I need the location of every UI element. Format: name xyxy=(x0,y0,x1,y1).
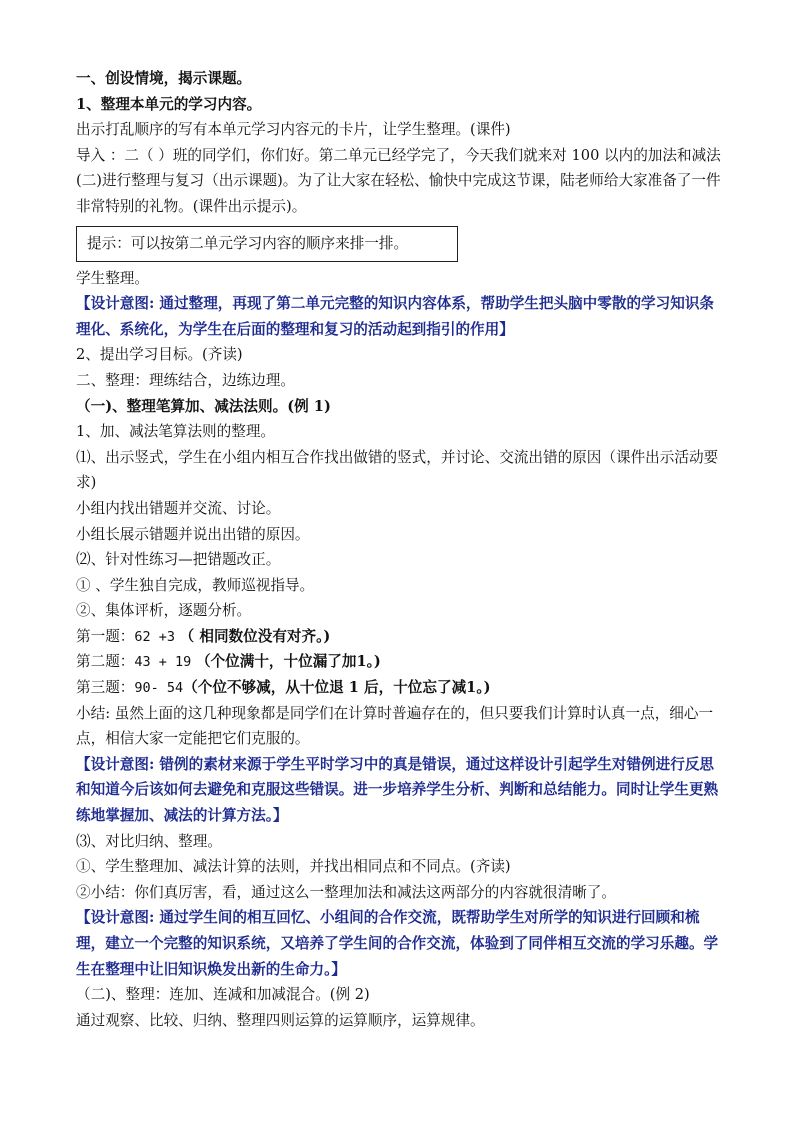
exercise-label: 第二题： xyxy=(76,653,135,671)
exercise-expression: 43 + 19 xyxy=(134,654,192,671)
paragraph: ⑴、出示竖式，学生在小组内相互合作找出做错的竖式，并讨论、交流出错的原因（课件出示活动要求) xyxy=(76,448,719,492)
paragraph: 学生整理。 xyxy=(76,269,149,287)
section-heading-2: 二、整理：理练结合，边练边理。 xyxy=(76,371,295,389)
step-heading: 1、整理本单元的学习内容。 xyxy=(76,95,262,113)
paragraph: 通过观察、比较、归纳、整理四则运算的运算顺序，运算规律。 xyxy=(76,1011,485,1029)
exercise-label: 第三题： xyxy=(76,679,135,697)
design-intent-note: 【设计意图: 通过学生间的相互回忆、小组间的合作交流，既帮助学生对所学的知识进行回顾和梳理，建立一个完整的知识系统，又培养了学生间的合作交流，体验到了同伴相互交流的学习乐趣。学生在整理中让旧知识焕发出新的生命力。】 xyxy=(76,909,719,978)
tip-box: 提示：可以按第二单元学习内容的顺序来排一排。 xyxy=(76,226,458,262)
design-intent-note: 【设计意图: 通过整理，再现了第二单元完整的知识内容体系，帮助学生把头脑中零散的学习知识条理化、系统化，为学生在后面的整理和复习的活动起到指引的作用】 xyxy=(76,295,715,338)
paragraph: ②小结：你们真厉害，看，通过这么一整理加法和减法这两部分的内容就很清晰了。 xyxy=(76,883,616,901)
paragraph: 小组长展示错题并说出出错的原因。 xyxy=(76,525,310,543)
exercise-note: （个位不够减，从十位退 1 后，十位忘了减1。) xyxy=(183,679,491,697)
paragraph: ⑶、对比归纳、整理。 xyxy=(76,832,222,850)
exercise-line-2 xyxy=(76,649,726,675)
exercise-label: 第一题： xyxy=(76,627,135,645)
exercise-expression: 90- 54 xyxy=(134,680,184,697)
design-intent-note: 【设计意图: 错例的素材来源于学生平时学习中的真是错误，通过这样设计引起学生对错例进行反思和知道今后该如何去避免和克服这些错误。进一步培养学生分析、判断和总结能力。同时让学生更熟练地掌握加、减法的计算方法。】 xyxy=(76,755,719,825)
section-heading-1: 一、创设情境，揭示课题。 xyxy=(76,70,252,87)
paragraph: 出示打乱顺序的写有本单元学习内容元的卡片，让学生整理。(课件) xyxy=(76,121,511,139)
subsection-heading: （一)、整理笔算加、减法法则。(例 1) xyxy=(76,397,331,415)
paragraph: ①、学生整理加、减法计算的法则，并找出相同点和不同点。(齐读) xyxy=(76,858,511,876)
summary-paragraph: 小结: 虽然上面的这几种现象都是同学们在计算时普遍存在的，但只要我们计算时认真一点，细心一点，相信大家一定能把它们克服的。 xyxy=(76,704,714,748)
step-heading: 2、提出学习目标。(齐读) xyxy=(76,346,243,364)
exercise-line-3 xyxy=(76,675,726,701)
paragraph: ②、集体评析，逐题分析。 xyxy=(76,602,252,620)
paragraph: ① 、学生独自完成，教师巡视指导。 xyxy=(76,576,315,594)
exercise-line-1 xyxy=(76,624,726,650)
paragraph: 小组内找出错题并交流、讨论。 xyxy=(76,499,281,517)
exercise-note: （个位满十，十位漏了加1。) xyxy=(195,653,381,671)
exercise-note: （ 相同数位没有对齐。) xyxy=(179,627,331,645)
subsection-heading: （二)、整理：连加、连减和加减混合。(例 2) xyxy=(76,986,370,1004)
document-page xyxy=(76,66,726,1033)
exercise-expression: 62 +3 xyxy=(134,628,176,645)
step-heading: 1、加、减法笔算法则的整理。 xyxy=(76,423,276,441)
intro-paragraph: 导入 ：二（ ）班的同学们，你们好。第二单元已经学完了，今天我们就来对 100 以内的加法和减法(二)进行整理与复习（出示课题)。为了让大家在轻松、愉快中完成这节课，陆老师给大家准备了一件非常特别的礼物。(课件出示提示)。 xyxy=(76,146,721,215)
paragraph: ⑵、针对性练习—把错题改正。 xyxy=(76,551,281,569)
